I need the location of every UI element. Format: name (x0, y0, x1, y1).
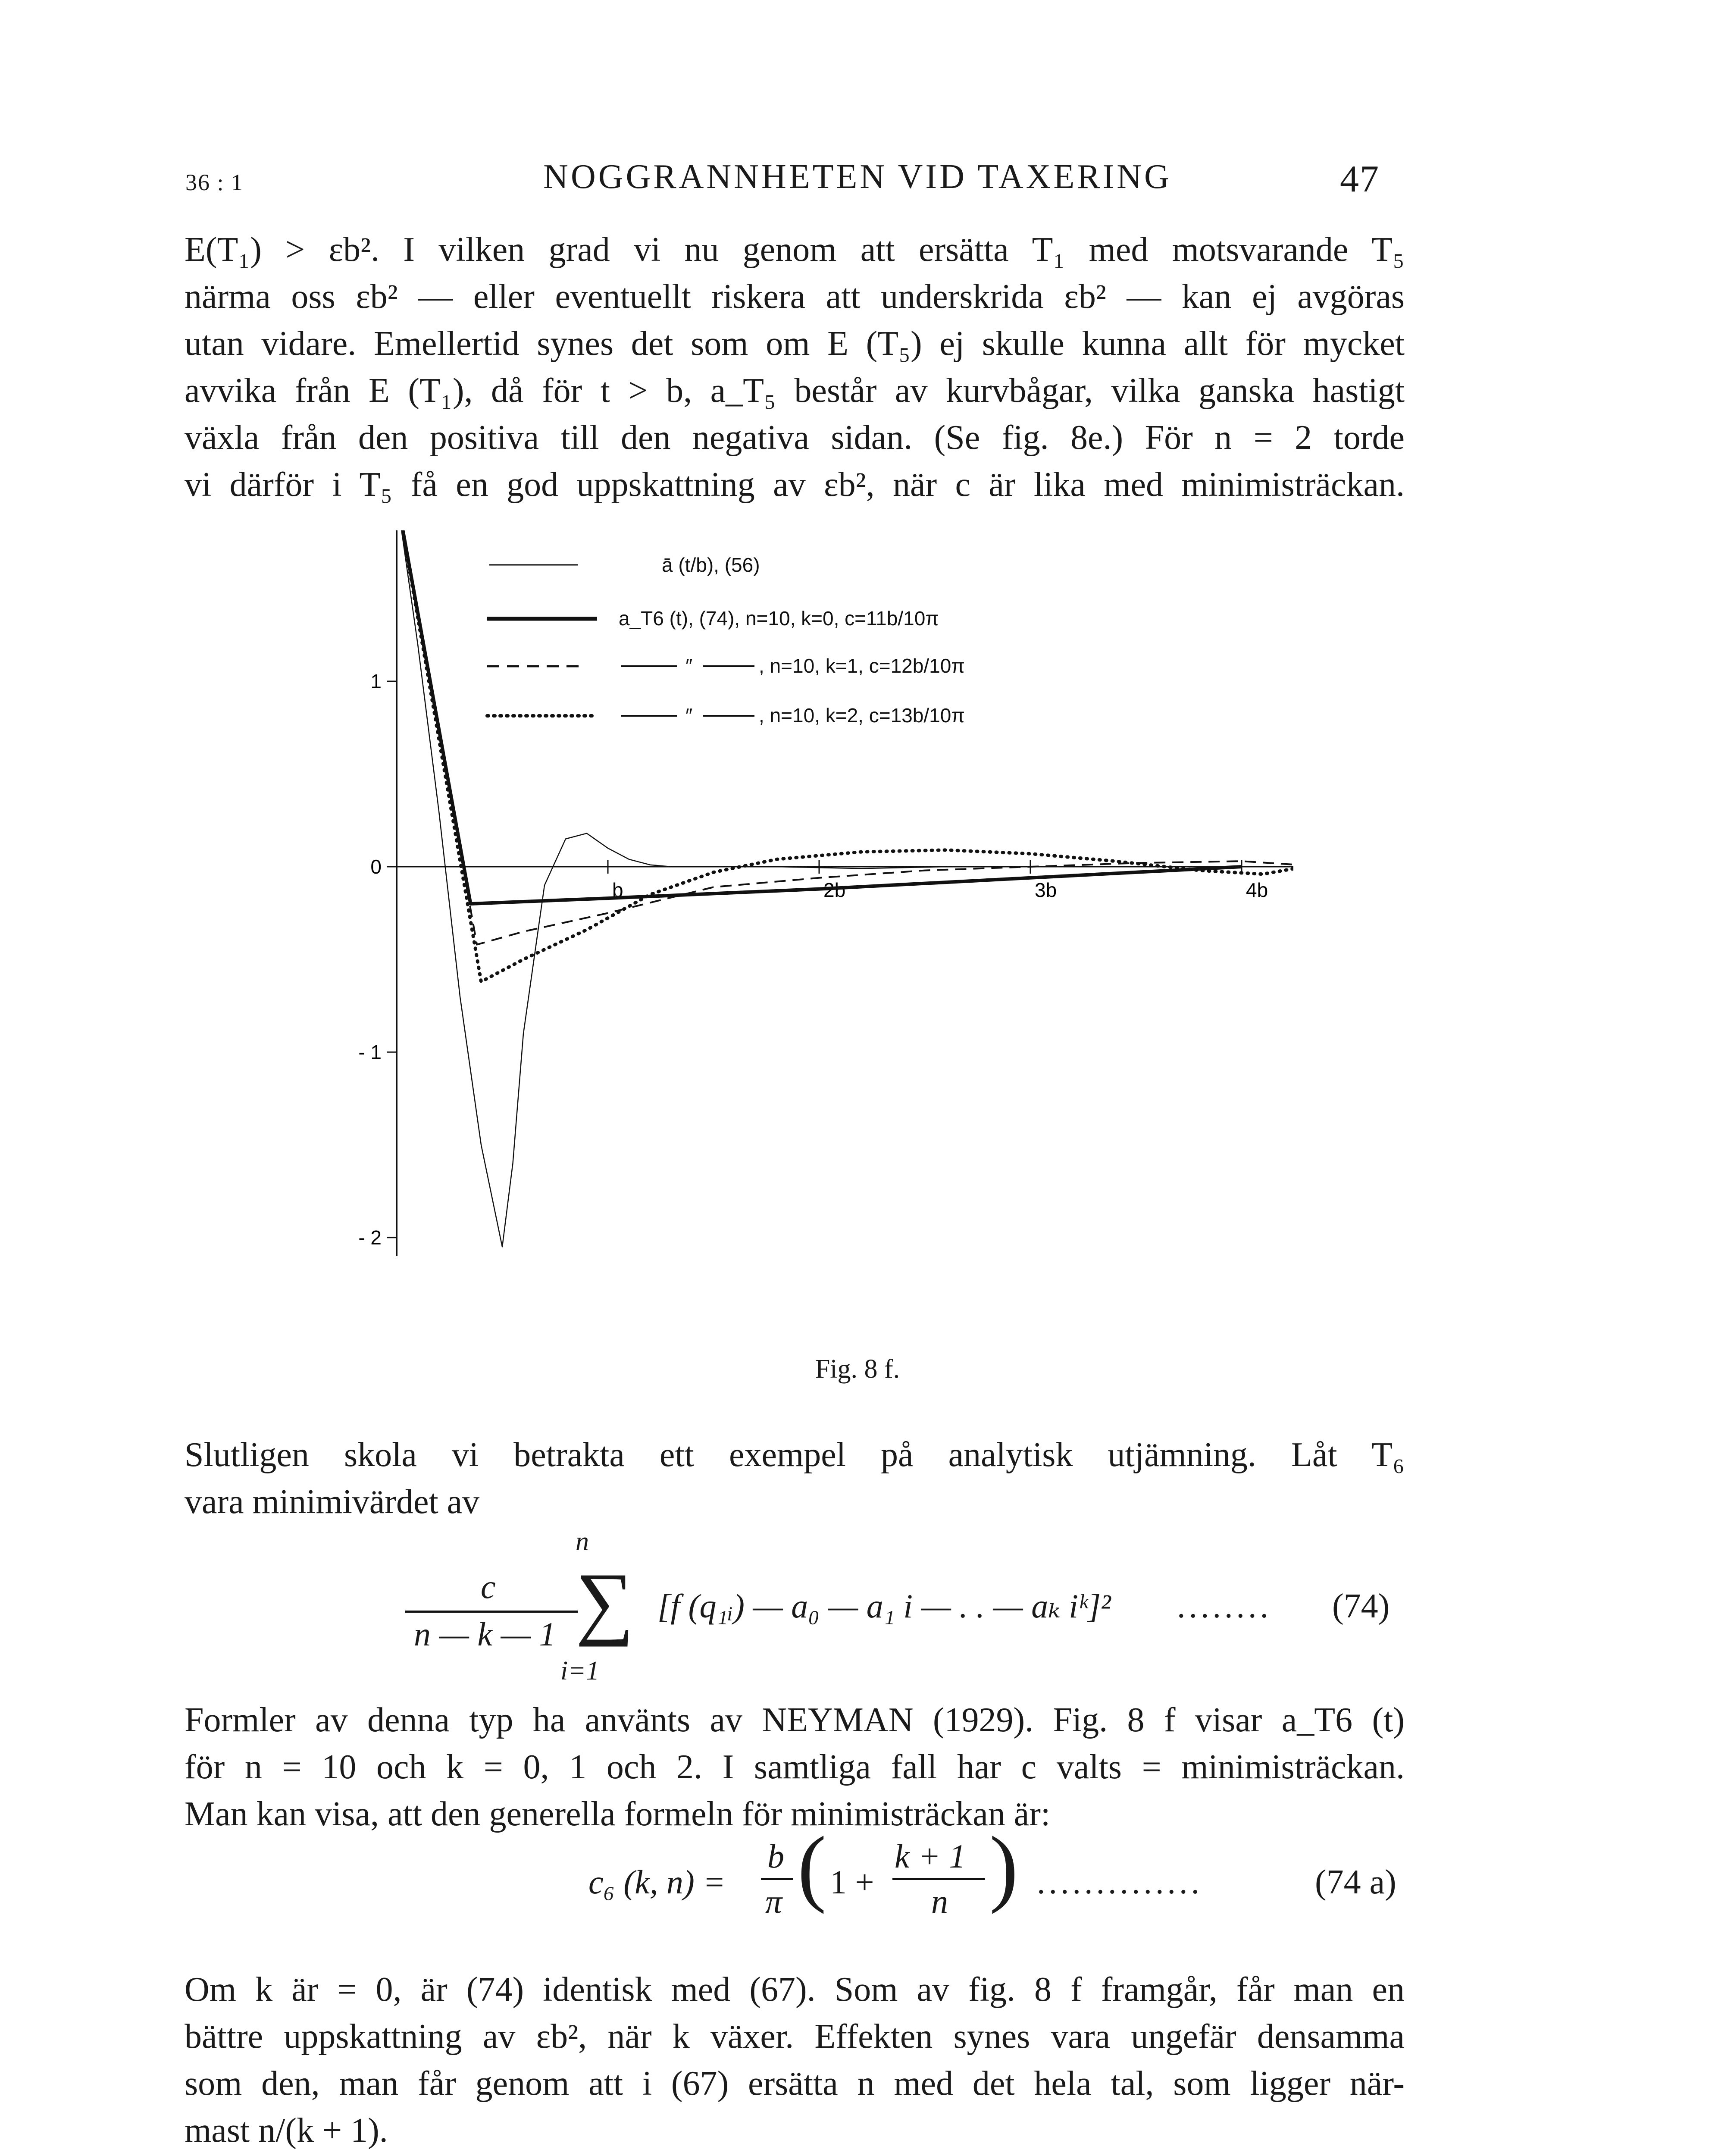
eq74-sum-lower: i=1 (560, 1656, 600, 1686)
right-paren-icon: ) (989, 1819, 1018, 1915)
eq74a-lhs: c₆ (k, n) = (588, 1863, 726, 1901)
x-tick-label: 2b (823, 879, 846, 901)
paragraph-line: utan vidare. Emellertid synes det som om E (T₅) ej skulle kunna allt för mycket (185, 325, 1405, 363)
running-title: NOGGRANNHETEN VID TAXERING (543, 158, 1172, 196)
paragraph-4 (185, 1966, 1405, 2154)
legend (487, 554, 965, 727)
y-ticks (358, 530, 397, 1249)
paragraph-line: för n = 10 och k = 0, 1 och 2. I samtliga fall har c valts = minimisträckan. (185, 1748, 1405, 1786)
eq74a-frac2-den: n (931, 1883, 948, 1920)
eq74a-frac2-num: k + 1 (895, 1837, 966, 1875)
paragraph-line: avvika från E (T₁), då för t > b, a_T₅ består av kurvbågar, vilka ganska hastigt (185, 372, 1405, 410)
eq74-denominator: n — k — 1 (414, 1615, 556, 1653)
legend-ditto: ″ (685, 655, 693, 677)
eq74a-leader: .............. (1037, 1863, 1203, 1901)
eq74a-number: (74 a) (1315, 1863, 1396, 1901)
paragraph-line: vi därför i T₅ få en god uppskattning av εb², när c är lika med minimisträckan. (185, 466, 1405, 504)
eq74a-inner: 1 + (830, 1863, 874, 1901)
y-tick-label: - 2 (358, 1226, 382, 1249)
paragraph-line: som den, man får genom att i (67) ersätta n med det hela tal, som ligger när- (185, 2065, 1405, 2103)
legend-label: ā (t/b), (56) (662, 554, 760, 576)
x-tick-label: 4b (1246, 879, 1268, 901)
paragraph-line: E(T₁) > εb². I vilken grad vi nu genom att ersätta T₁ med motsvarande T₅ (185, 231, 1405, 269)
paragraph-3 (185, 1697, 1405, 1838)
eq74-fraction-bar (405, 1611, 578, 1613)
page-number: 47 (1340, 158, 1380, 200)
paragraph-line: mast n/(k + 1). (185, 2112, 388, 2150)
paragraph-line: Formler av denna typ ha använts av NEYMAN (1929). Fig. 8 f visar a_T6 (t) (185, 1701, 1405, 1739)
paragraph-line: växla från den positiva till den negativa sidan. (Se fig. 8e.) För n = 2 torde (185, 419, 1405, 457)
eq74-body: [f (q₁ᵢ) — a₀ — a₁ i — . . — aₖ iᵏ]² (657, 1587, 1111, 1625)
eq74a-fraction-bar (892, 1878, 985, 1880)
paragraph-line: vara minimivärdet av (185, 1483, 480, 1521)
paragraph-line: Om k är = 0, är (74) identisk med (67). Som av fig. 8 f framgår, får man en (185, 1971, 1405, 2009)
header-signature: 36 : 1 (185, 169, 244, 195)
eq74-number: (74) (1332, 1587, 1390, 1625)
eq74-numerator: c (481, 1568, 496, 1605)
eq74a-frac1-den: π (765, 1883, 782, 1920)
x-tick-label: 3b (1035, 879, 1057, 901)
left-paren-icon: ( (798, 1819, 826, 1915)
paragraph-line: bättre uppskattning av εb², när k växer. Effekten synes vara ungefär densamma (185, 2018, 1405, 2056)
legend-ditto: ″ (685, 704, 693, 727)
series-group (397, 530, 1293, 1247)
y-tick-label: 0 (370, 856, 382, 878)
paragraph-line: närma oss εb² — eller eventuellt riskera att underskrida εb² — kan ej avgöras (185, 278, 1405, 316)
x-tick-label: b (612, 879, 623, 901)
eq74-leader: ........ (1177, 1587, 1272, 1625)
eq74-sum-upper: n (576, 1527, 589, 1556)
figure-caption: Fig. 8 f. (815, 1354, 900, 1384)
series-line-dotted (397, 530, 1293, 982)
paragraph-1 (185, 226, 1405, 508)
figure-8f (345, 530, 1293, 1350)
y-tick-label: - 1 (358, 1041, 382, 1063)
legend-label: , n=10, k=2, c=13b/10π (759, 704, 965, 727)
paragraph-2 (185, 1432, 1405, 1526)
eq74a-fraction-bar (761, 1878, 793, 1880)
paragraph-line: Man kan visa, att den generella formeln för minimisträckan är: (185, 1795, 1051, 1833)
legend-label: a_T6 (t), (74), n=10, k=0, c=11b/10π (619, 607, 939, 630)
paragraph-line: Slutligen skola vi betrakta ett exempel på analytisk utjämning. Låt T₆ (185, 1436, 1405, 1474)
eq74a-frac1-num: b (767, 1837, 784, 1875)
y-tick-label: 1 (370, 670, 382, 693)
sigma-icon: ∑ (576, 1557, 634, 1647)
legend-label: , n=10, k=1, c=12b/10π (759, 655, 965, 677)
